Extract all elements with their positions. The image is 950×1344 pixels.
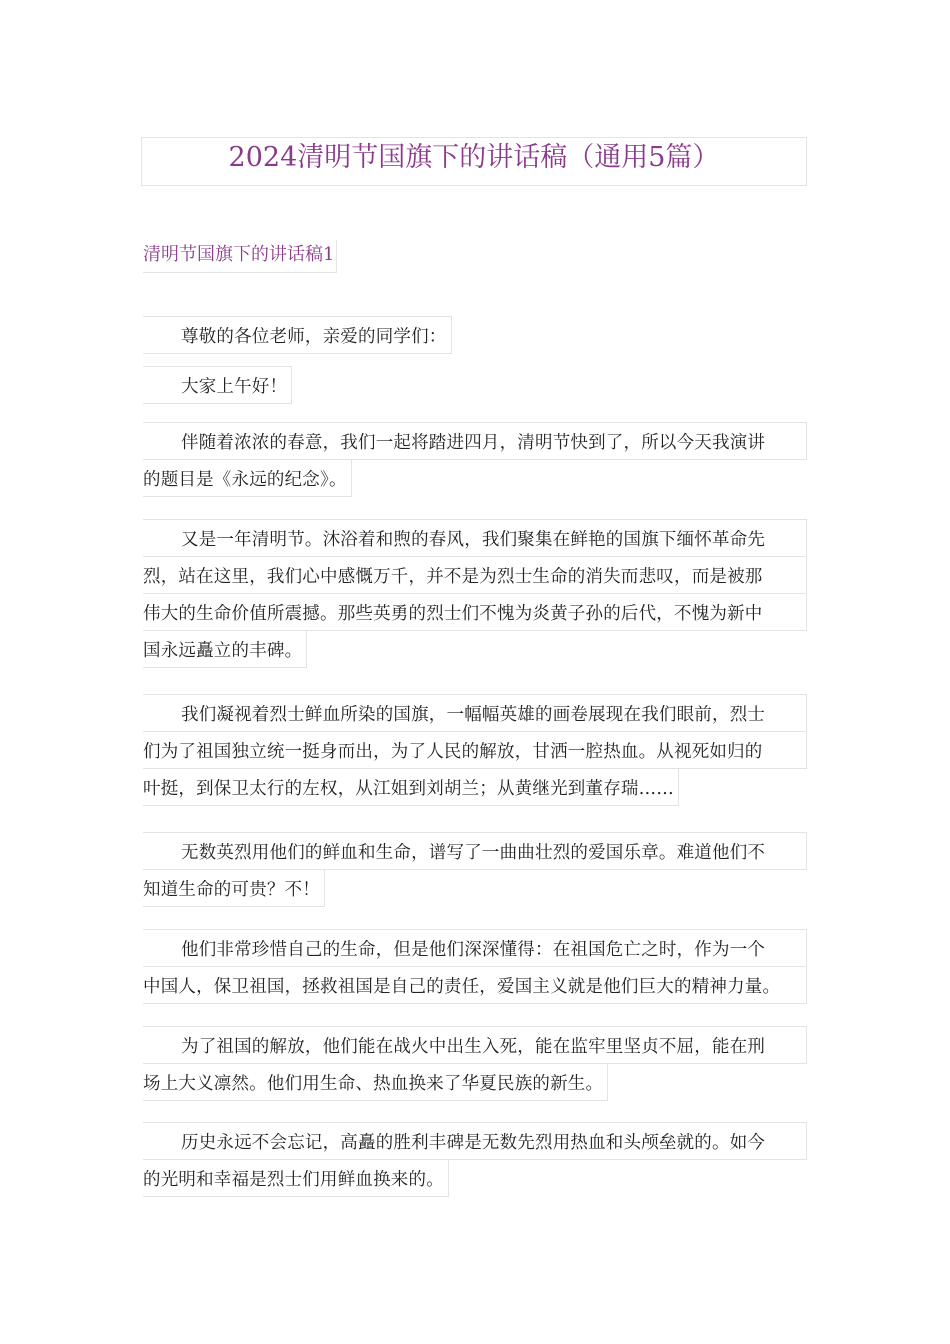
paragraph-4 [143, 519, 807, 667]
paragraph-line: 历史永远不会忘记，高矗的胜利丰碑是无数先烈用热血和头颅垒就的。如今 [143, 1122, 807, 1160]
paragraph-line: 尊敬的各位老师，亲爱的同学们： [143, 316, 452, 354]
paragraph-1 [143, 316, 807, 353]
paragraph-3 [143, 422, 807, 496]
paragraph-line: 的光明和幸福是烈士们用鲜血换来的。 [143, 1159, 449, 1197]
paragraph-line: 无数英烈用他们的鲜血和生命，谱写了一曲曲壮烈的爱国乐章。难道他们不 [143, 832, 807, 870]
paragraph-6 [143, 832, 807, 906]
paragraph-line: 他们非常珍惜自己的生命，但是他们深深懂得：在祖国危亡之时，作为一个 [143, 929, 807, 967]
document-title: 2024清明节国旗下的讲话稿（通用5篇） [141, 137, 807, 186]
paragraph-9 [143, 1122, 807, 1196]
paragraph-line: 的题目是《永远的纪念》。 [143, 459, 352, 497]
paragraph-line: 知道生命的可贵？不！ [143, 869, 325, 907]
paragraph-line: 们为了祖国独立统一挺身而出，为了人民的解放，甘洒一腔热血。从视死如归的 [143, 731, 807, 769]
paragraph-line: 又是一年清明节。沐浴着和煦的春风，我们聚集在鲜艳的国旗下缅怀革命先 [143, 519, 807, 557]
paragraph-line: 烈，站在这里，我们心中感慨万千，并不是为烈士生命的消失而悲叹，而是被那 [143, 556, 807, 594]
paragraph-line: 叶挺，到保卫太行的左权，从江姐到刘胡兰；从黄继光到董存瑞…… [143, 768, 679, 806]
paragraph-2 [143, 366, 807, 403]
paragraph-line: 为了祖国的解放，他们能在战火中出生入死，能在监牢里坚贞不屈，能在刑 [143, 1026, 807, 1064]
section-heading: 清明节国旗下的讲话稿1 [143, 240, 337, 273]
paragraph-line: 中国人，保卫祖国，拯救祖国是自己的责任，爱国主义就是他们巨大的精神力量。 [143, 966, 807, 1004]
paragraph-5 [143, 694, 807, 805]
paragraph-line: 大家上午好！ [143, 366, 292, 404]
paragraph-line: 我们凝视着烈士鲜血所染的国旗，一幅幅英雄的画卷展现在我们眼前，烈士 [143, 694, 807, 732]
paragraph-8 [143, 1026, 807, 1100]
paragraph-line: 场上大义凛然。他们用生命、热血换来了华夏民族的新生。 [143, 1063, 608, 1101]
paragraph-line: 国永远矗立的丰碑。 [143, 630, 307, 668]
paragraph-line: 伴随着浓浓的春意，我们一起将踏进四月，清明节快到了，所以今天我演讲 [143, 422, 807, 460]
paragraph-line: 伟大的生命价值所震撼。那些英勇的烈士们不愧为炎黄子孙的后代，不愧为新中 [143, 593, 807, 631]
paragraph-7 [143, 929, 807, 1003]
